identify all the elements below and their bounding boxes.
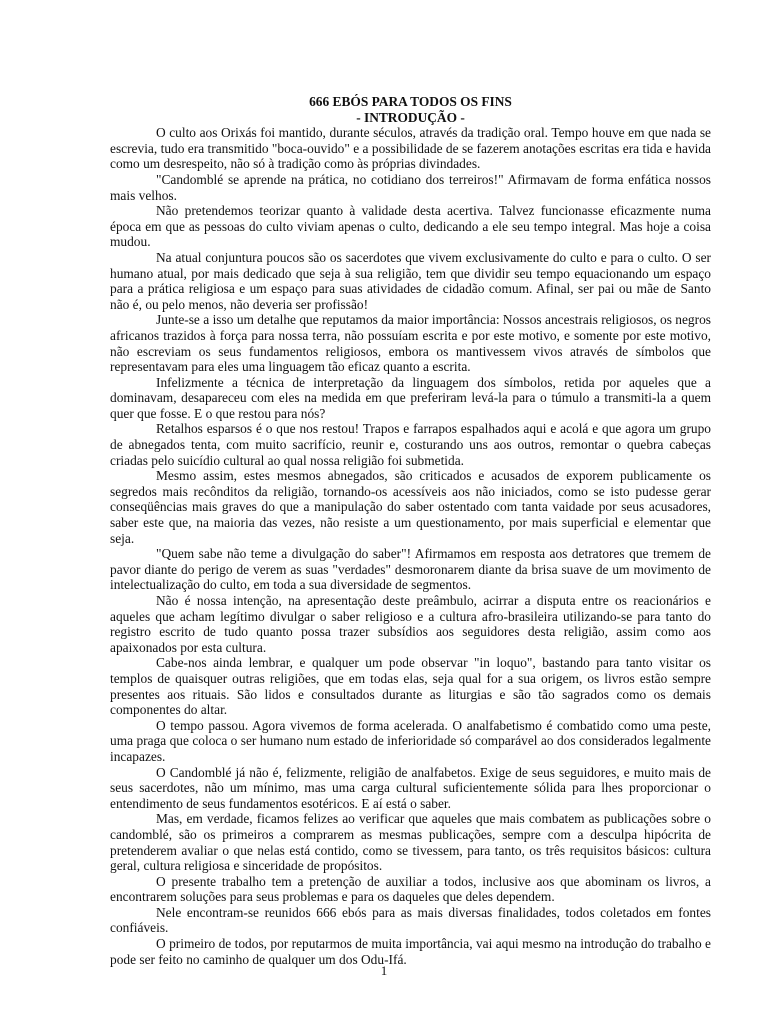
paragraph-10: Não é nossa intenção, na apresentação deste preâmbulo, acirrar a disputa entre os reacionários e aqueles que acham legítimo divulgar o saber religioso e a cultura afro-brasileira utilizando-se para tanto do registro escrito de tudo quanto possa trazer subsídios aos seguidores desta religião, assim como aos apaixonados por esta cultura.	[110, 593, 711, 655]
paragraph-3: Não pretendemos teorizar quanto à validade desta acertiva. Talvez funcionasse eficazmente numa época em que as pessoas do culto viviam apenas o culto, dedicando a ele seu tempo integral. Mas hoje a coisa mudou.	[110, 203, 711, 250]
paragraph-5: Junte-se a isso um detalhe que reputamos da maior importância: Nossos ancestrais religiosos, os negros africanos trazidos à força para nossa terra, não possuíam escrita e por este motivo, e somente por este motivo, não escreviam os seus fundamentos religiosos, embora os mantivessem vivos através de símbolos que representavam para eles uma linguagem tão eficaz quanto a escrita.	[110, 312, 711, 375]
paragraph-16: Nele encontram-se reunidos 666 ebós para as mais diversas finalidades, todos coletados em fontes confiáveis.	[110, 904, 711, 936]
paragraph-15: O presente trabalho tem a pretenção de auxiliar a todos, inclusive aos que abominam os livros, a encontrarem soluções para seus problemas e para os daqueles que deles dependem.	[110, 873, 711, 905]
document-title: 666 EBÓS PARA TODOS OS FINS	[309, 94, 512, 109]
document-page	[110, 94, 711, 967]
page-number: 1	[380, 963, 388, 978]
paragraph-8: Mesmo assim, estes mesmos abnegados, são criticados e acusados de exporem publicamente os segredos mais recônditos da religião, tornando-os acessíveis aos não iniciados, como se isto pudesse gerar conseqüências mais graves do que a manipulação do saber ostentado com tanta vaidade por seus acusadores, saber este que, na maioria das vezes, não resiste a um questionamento, por mais superficial e elementar que seja.	[110, 468, 711, 546]
paragraph-4: Na atual conjuntura poucos são os sacerdotes que vivem exclusivamente do culto e para o culto. O ser humano atual, por mais dedicado que seja à sua religião, tem que dividir seu tempo equacionando um espaço para a prática religiosa e um espaço para suas atividades de cidadão comum. Afinal, ser pai ou mãe de Santo não é, ou pelo menos, não deveria ser profissão!	[110, 249, 711, 312]
paragraph-13: O Candomblé já não é, felizmente, religião de analfabetos. Exige de seus seguidores, e muito mais de seus sacerdotes, não um mínimo, mas uma carga cultural suficientemente sólida para lhes proporcionar o entendimento de seus fundamentos esotéricos. E aí está o saber.	[110, 764, 711, 811]
paragraph-7: Retalhos esparsos é o que nos restou! Trapos e farrapos espalhados aqui e acolá e que agora um grupo de abnegados tenta, com muito sacrifício, reunir e, costurando uns aos outros, remontar o quebra cabeças criadas pelo suicídio cultural ao qual nossa religião foi submetida.	[110, 421, 711, 468]
paragraph-17: O primeiro de todos, por reputarmos de muita importância, vai aqui mesmo na introdução do trabalho e pode ser feito no caminho de qualquer um dos Odu-Ifá.	[110, 936, 711, 967]
paragraph-2: "Candomblé se aprende na prática, no cotidiano dos terreiros!" Afirmavam de forma enfática nossos mais velhos.	[110, 171, 711, 203]
paragraph-12: O tempo passou. Agora vivemos de forma acelerada. O analfabetismo é combatido como uma peste, uma praga que coloca o ser humano num estado de inferioridade só comparável ao dos considerados legalmente incapazes.	[110, 717, 711, 764]
paragraph-1: O culto aos Orixás foi mantido, durante séculos, através da tradição oral. Tempo houve em que nada se escrevia, tudo era transmitido "boca-ouvido" e a possibilidade de se fazerem anotações escritas era tida e havida como um desrespeito, não só à tradição como às próprias divindades.	[110, 125, 711, 172]
document-subtitle: - INTRODUÇÃO -	[356, 109, 465, 125]
paragraph-6: Infelizmente a técnica de interpretação da linguagem dos símbolos, retida por aqueles que a dominavam, desapareceu com eles na medida em que preferiram levá-la para o túmulo a transmiti-la a quem quer que fosse. E o que restou para nós?	[110, 374, 711, 421]
paragraph-14: Mas, em verdade, ficamos felizes ao verificar que aqueles que mais combatem as publicações sobre o candomblé, são os primeiros a comprarem as mesmas publicações, sempre com a desculpa hipócrita de pretenderem avaliar o que nelas está contido, como se tivessem, para tanto, os três requisitos básicos: cultura geral, cultura religiosa e sinceridade de propósitos.	[110, 811, 711, 874]
paragraph-11: Cabe-nos ainda lembrar, e qualquer um pode observar "in loquo", bastando para tanto visitar os templos de quaisquer outras religiões, que em todas elas, seja qual for a sua origem, os livros estão sempre presentes aos rituais. São lidos e consultados durante as liturgias e são tão sagrados como os demais componentes do altar.	[110, 655, 711, 718]
paragraph-9: "Quem sabe não teme a divulgação do saber"! Afirmamos em resposta aos detratores que tremem de pavor diante do perigo de verem as suas "verdades" desmoronarem diante da brisa suave de um movimento de intelectualização do culto, em toda a sua diversidade de segmentos.	[110, 546, 711, 593]
